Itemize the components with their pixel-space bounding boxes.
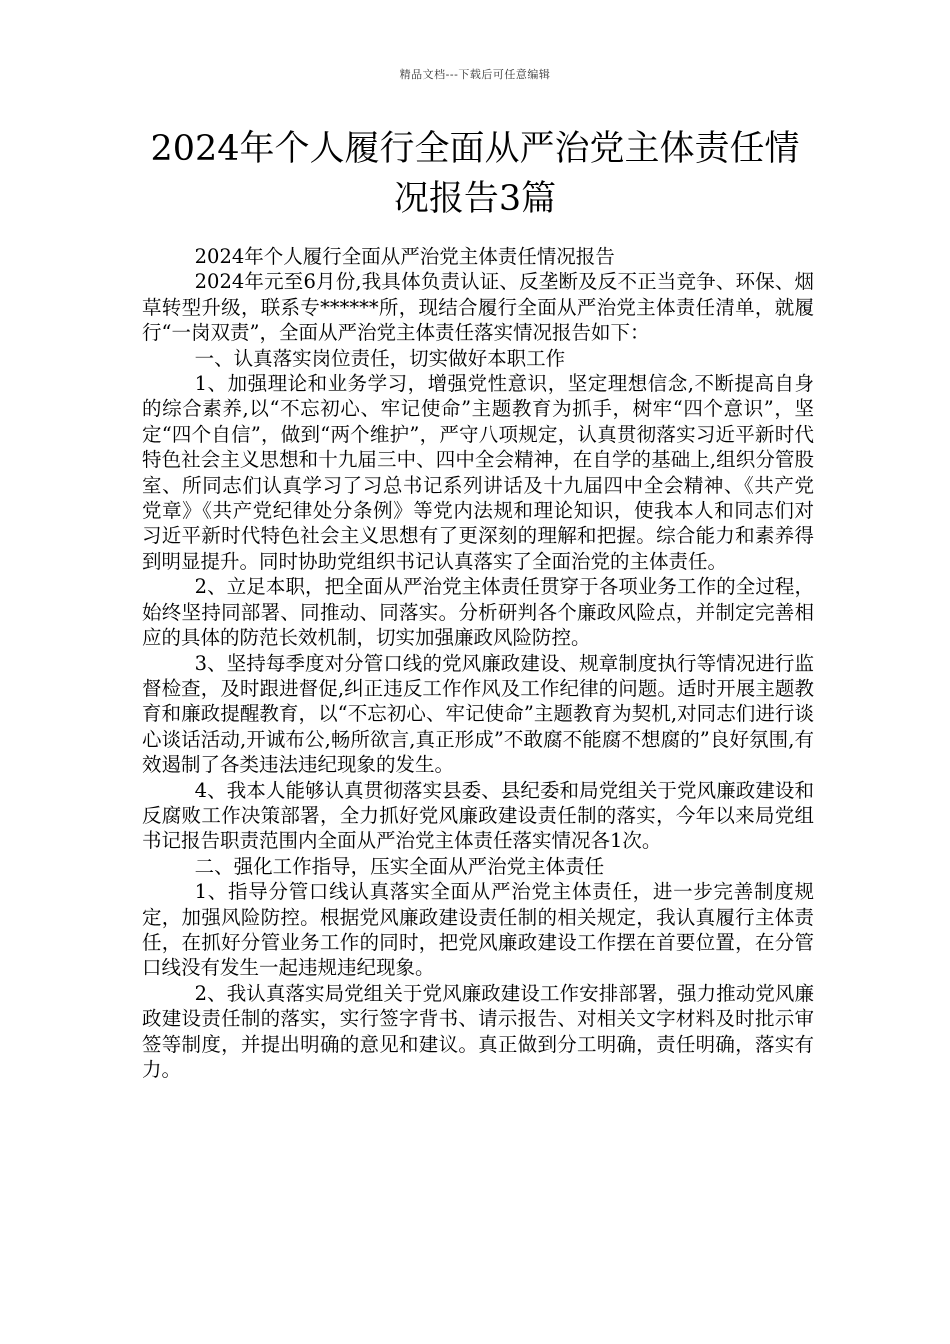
paragraph-2-1: 1、指导分管口线认真落实全面从严治党主体责任，进一步完善制度规定，加强风险防控。根据党风廉政建设责任制的相关规定，我认真履行主体责任，在抓好分管业务工作的同时，把党风廉政建设工作摆在首要位置，在分管口线没有发生一起违规违纪现象。 — [142, 880, 814, 980]
paragraph-1-1: 1、加强理论和业务学习，增强党性意识，坚定理想信念,不断提高自身的综合素养,以“不忘初心、牢记使命”主题教育为抓手，树牢“四个意识”，坚定“四个自信”，做到“两个维护”，严守八项规定，认真贯彻落实习近平新时代特色社会主义思想和十九届三中、四中全会精神，在自学的基础上,组织分管股室、所同志们认真学习了习总书记系列讲话及十九届四中全会精神、《共产党党章》《共产党纪律处分条例》等党内法规和理论知识，使我本人和同志们对习近平新时代特色社会主义思想有了更深刻的理解和把握。综合能力和素养得到明显提升。同时协助党组织书记认真落实了全面治党的主体责任。 — [142, 372, 814, 573]
report-subtitle: 2024年个人履行全面从严治党主体责任情况报告 — [194, 245, 615, 268]
intro-paragraph: 2024年元至6月份,我具体负责认证、反垄断及反不正当竞争、环保、烟草转型升级，联系专******所，现结合履行全面从严治党主体责任清单，就履行“一岗双责”，全面从严治党主体责任落实情况报告如下： — [142, 270, 814, 345]
section-heading-1: 一、认真落实岗位责任，切实做好本职工作 — [194, 346, 566, 370]
paragraph-1-4: 4、我本人能够认真贯彻落实县委、县纪委和局党组关于党风廉政建设和反腐败工作决策部署，全力抓好党风廉政建设责任制的落实，今年以来局党组书记报告职责范围内全面从严治党主体责任落实情况各1次。 — [142, 778, 814, 853]
document-body — [142, 244, 814, 1082]
section-heading-2: 二、强化工作指导，压实全面从严治党主体责任 — [194, 854, 605, 878]
paragraph-1-2: 2、立足本职，把全面从严治党主体责任贯穿于各项业务工作的全过程，始终坚持同部署、同推动、同落实。分析研判各个廉政风险点，并制定完善相应的具体的防范长效机制，切实加强廉政风险防控。 — [142, 575, 814, 650]
paragraph-2-2: 2、我认真落实局党组关于党风廉政建设工作安排部署，强力推动党风廉政建设责任制的落实，实行签字背书、请示报告、对相关文字材料及时批示审签等制度，并提出明确的意见和建议。真正做到分工明确，责任明确，落实有力。 — [142, 981, 814, 1081]
header-note: 精品文档---下载后可任意编辑 — [399, 68, 551, 81]
paragraph-1-3: 3、坚持每季度对分管口线的党风廉政建设、规章制度执行等情况进行监督检查，及时跟进督促,纠正违反工作作风及工作纪律的问题。适时开展主题教育和廉政提醒教育，以“不忘初心、牢记使命”主题教育为契机,对同志们进行谈心谈话活动,开诚布公,畅所欲言,真正形成”不敢腐不能腐不想腐的”良好氛围,有效遏制了各类违法违纪现象的发生。 — [142, 651, 814, 777]
document-title: 2024年个人履行全面从严治党主体责任情况报告3篇 — [150, 129, 800, 219]
